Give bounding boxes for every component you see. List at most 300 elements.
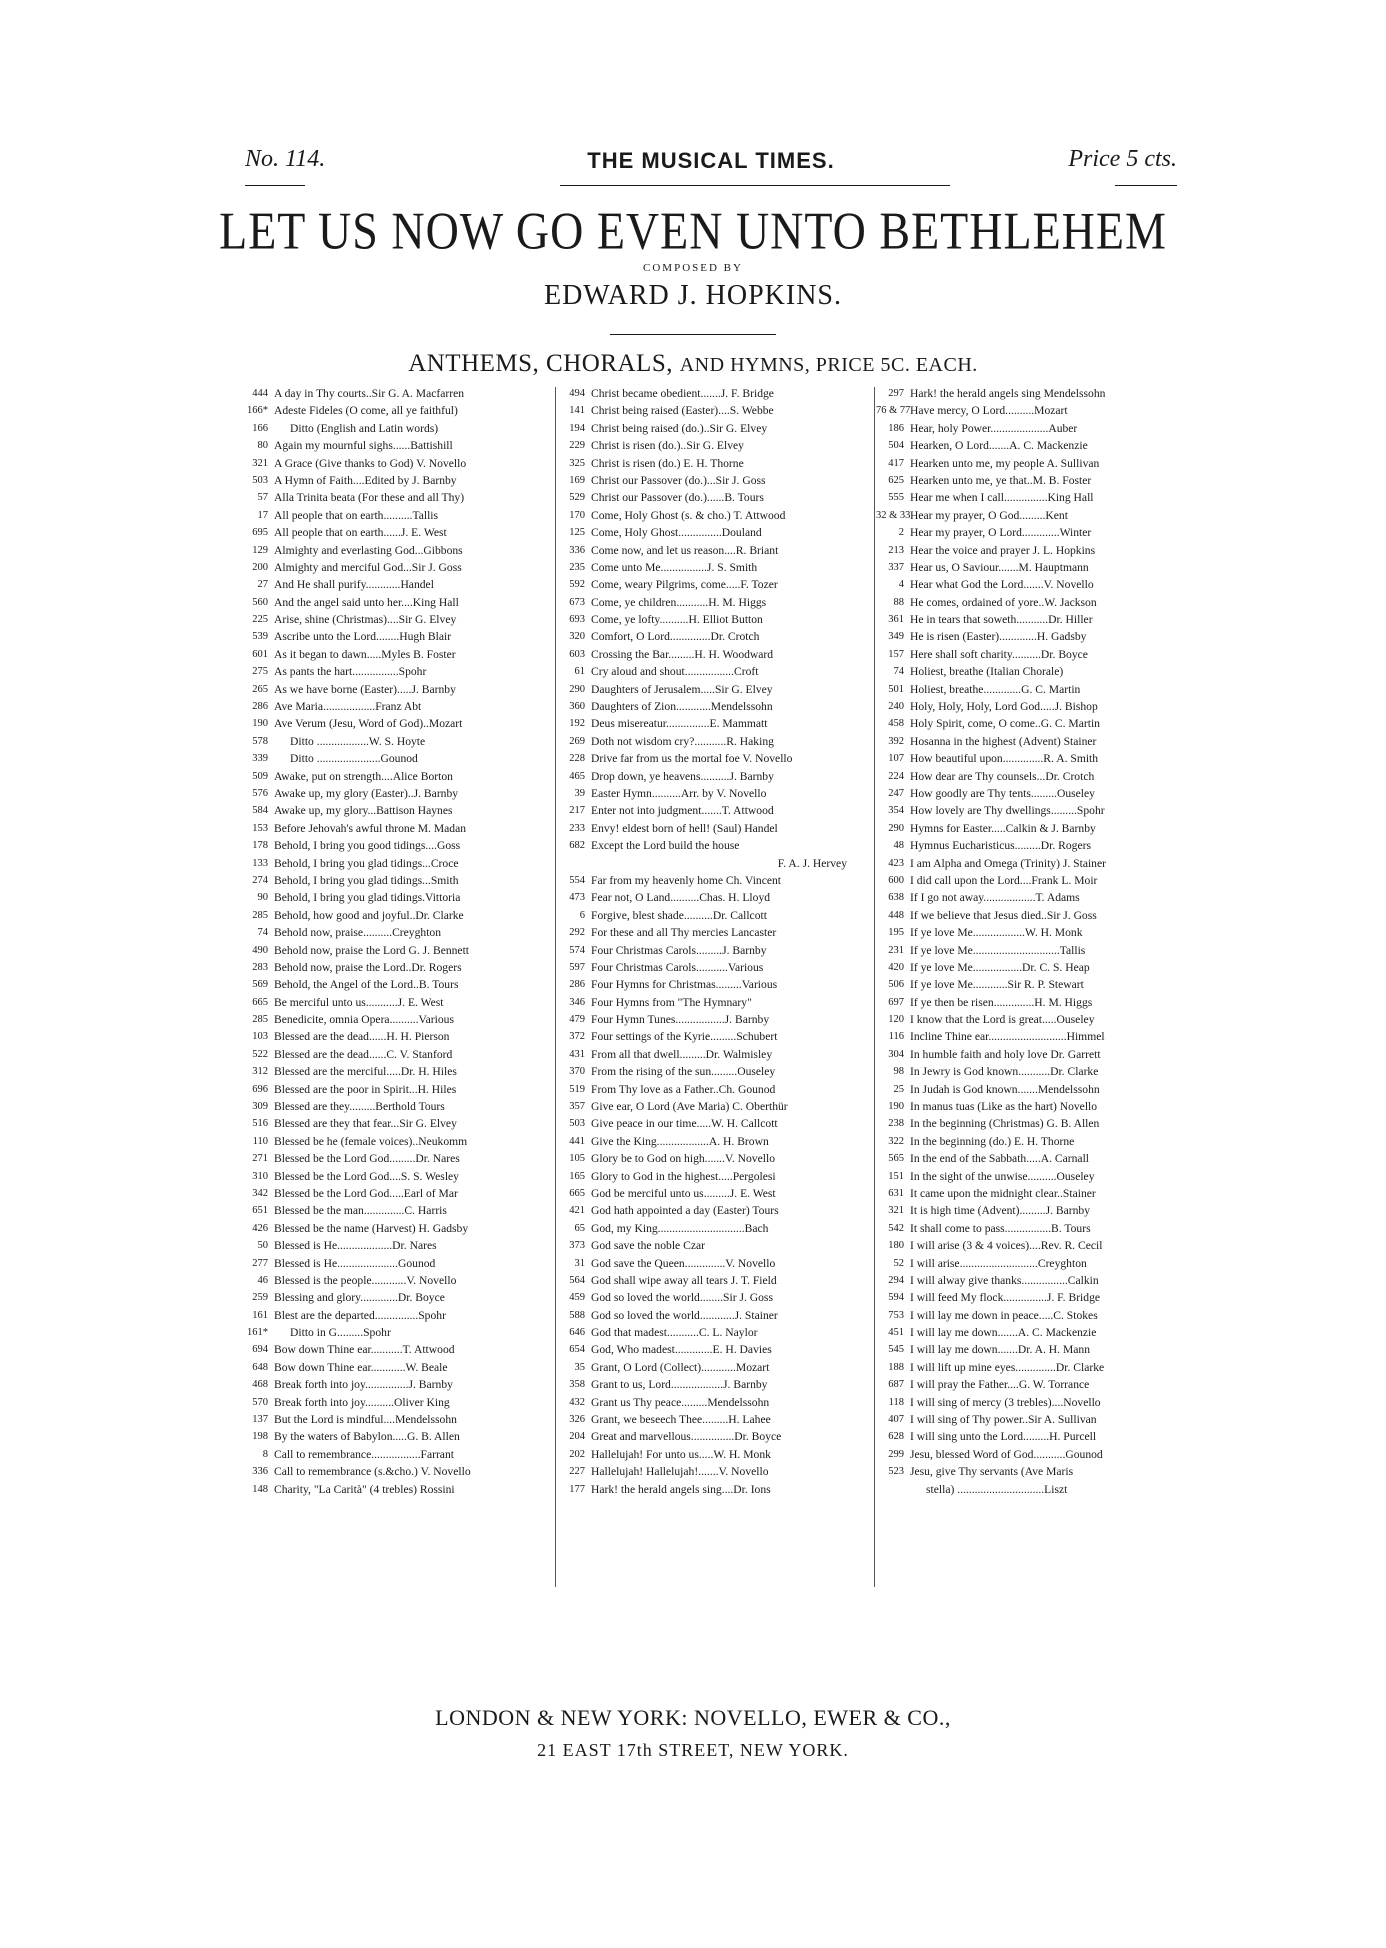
catalog-entry (240, 994, 550, 1011)
catalog-entry (876, 611, 1186, 628)
catalog-title: Behold, I bring you glad tidings...Croce (274, 856, 459, 870)
catalog-entry (557, 1411, 867, 1428)
catalog-number: 312 (252, 1066, 268, 1078)
catalog-entry (240, 924, 550, 941)
catalog-number: 61 (574, 666, 585, 678)
catalog-entry (557, 1028, 867, 1045)
catalog-number: 141 (569, 405, 585, 417)
section-heading-and: AND HYMNS, PRICE (679, 354, 881, 376)
catalog-title: Glory be to God on high.......V. Novello (591, 1152, 775, 1166)
catalog-number: 570 (252, 1396, 268, 1408)
catalog-entry (876, 1237, 1186, 1254)
catalog-entry (240, 1394, 550, 1411)
catalog-entry (240, 1428, 550, 1445)
catalog-entry (557, 802, 867, 819)
catalog-number: 420 (888, 961, 904, 973)
catalog-entry (876, 785, 1186, 802)
catalog-number: 545 (888, 1344, 904, 1356)
catalog-title: Hymnus Eucharisticus.........Dr. Rogers (910, 839, 1091, 853)
catalog-title: Behold now, praise the Lord G. J. Bennett (274, 943, 470, 957)
catalog-entry (557, 1428, 867, 1445)
catalog-entry (876, 1028, 1186, 1045)
catalog-number: 98 (893, 1066, 904, 1078)
catalog-column-2 (557, 385, 867, 1498)
catalog-entry (557, 785, 867, 802)
catalog-entry (240, 1481, 550, 1498)
catalog-entry (240, 959, 550, 976)
catalog-entry (240, 1133, 550, 1150)
catalog-entry (876, 802, 1186, 819)
catalog-entry (240, 611, 550, 628)
catalog-entry (876, 924, 1186, 941)
catalog-number: 76 & 77 (876, 405, 911, 417)
catalog-number: 753 (888, 1309, 904, 1321)
catalog-title: I will sing of mercy (3 trebles)....Novello (910, 1395, 1101, 1409)
catalog-title: Come unto Me................J. S. Smith (591, 560, 758, 574)
catalog-title: A Grace (Give thanks to God) V. Novello (274, 456, 467, 470)
catalog-entry (876, 681, 1186, 698)
catalog-number: 275 (252, 666, 268, 678)
catalog-title: But the Lord is mindful....Mendelssohn (274, 1413, 457, 1427)
catalog-number: 654 (569, 1344, 585, 1356)
catalog-title: Come now, and let us reason....R. Briant (591, 543, 779, 557)
catalog-number: 509 (252, 770, 268, 782)
catalog-entry (876, 1202, 1186, 1219)
catalog-entry (876, 646, 1186, 663)
catalog-number: 190 (888, 1101, 904, 1113)
catalog-number: 198 (252, 1431, 268, 1443)
catalog-title: I will lay me down.......Dr. A. H. Mann (910, 1343, 1091, 1357)
catalog-entry (876, 1063, 1186, 1080)
catalog-title: As pants the hart................Spohr (274, 665, 427, 679)
catalog-number: 432 (569, 1396, 585, 1408)
catalog-title: By the waters of Babylon.....G. B. Allen (274, 1430, 460, 1444)
catalog-entry (557, 1307, 867, 1324)
catalog-number: 46 (257, 1274, 268, 1286)
catalog-entry (876, 437, 1186, 454)
catalog-title: Ditto ..................W. S. Hoyte (290, 734, 426, 748)
catalog-title: Give ear, O Lord (Ave Maria) C. Oberthür (591, 1100, 788, 1114)
catalog-title: Christ is risen (do.)..Sir G. Elvey (591, 439, 744, 453)
catalog-number: 31 (574, 1257, 585, 1269)
catalog-title: Cry aloud and shout.................Croft (591, 665, 759, 679)
catalog-title: Crossing the Bar.........H. H. Woodward (591, 647, 774, 661)
catalog-title: Call to remembrance (s.&cho.) V. Novello (274, 1465, 471, 1479)
catalog-title: F. A. J. Hervey (777, 856, 847, 870)
catalog-entry (557, 1446, 867, 1463)
catalog-title: God shall wipe away all tears J. T. Field (591, 1273, 777, 1287)
catalog-entry (557, 646, 867, 663)
catalog-entry (240, 594, 550, 611)
catalog-title: Come, ye children...........H. M. Higgs (591, 595, 767, 609)
page-header (245, 140, 1177, 180)
catalog-title: Hark! the herald angels sing....Dr. Ions (591, 1482, 771, 1496)
catalog-title: Grant us Thy peace.........Mendelssohn (591, 1395, 770, 1409)
catalog-title: Hear my prayer, O God.........Kent (910, 508, 1068, 522)
catalog-title: Break forth into joy..........Oliver King (274, 1395, 450, 1409)
catalog-title: Glory to God in the highest.....Pergolesi (591, 1169, 776, 1183)
catalog-number (876, 1481, 910, 1498)
catalog-entry (240, 1341, 550, 1358)
catalog-number: 479 (569, 1014, 585, 1026)
catalog-title: Hear, holy Power....................Auber (910, 421, 1078, 435)
header-rule-right (1115, 185, 1177, 186)
catalog-title: Hosanna in the highest (Advent) Stainer (910, 734, 1097, 748)
catalog-entry (557, 1081, 867, 1098)
catalog-entry (557, 437, 867, 454)
catalog-number: 107 (888, 753, 904, 765)
catalog-title: I did call upon the Lord....Frank L. Moir (910, 873, 1098, 887)
catalog-title: Doth not wisdom cry?...........R. Haking (591, 734, 774, 748)
catalog-entry (240, 837, 550, 854)
catalog-title: Bow down Thine ear............W. Beale (274, 1360, 448, 1374)
catalog-number: 213 (888, 544, 904, 556)
catalog-title: Hear the voice and prayer J. L. Hopkins (910, 543, 1096, 557)
catalog-entry (240, 872, 550, 889)
catalog-title: Hark! the herald angels sing Mendelssohn (910, 387, 1106, 400)
catalog-title: If ye then be risen..............H. M. Higgs (910, 995, 1093, 1009)
catalog-entry (240, 715, 550, 732)
catalog-title: God, Who madest.............E. H. Davies (591, 1343, 772, 1357)
catalog-entry (240, 1307, 550, 1324)
catalog-number: 325 (569, 457, 585, 469)
catalog-entry (876, 455, 1186, 472)
catalog-number: 529 (569, 492, 585, 504)
catalog-number: 105 (569, 1153, 585, 1165)
catalog-number: 603 (569, 648, 585, 660)
catalog-number: 195 (888, 927, 904, 939)
catalog-number: 39 (574, 787, 585, 799)
catalog-title: Except the Lord build the house (591, 839, 740, 853)
catalog-number: 269 (569, 735, 585, 747)
catalog-title: Grant, O Lord (Collect)............Mozart (591, 1360, 770, 1374)
catalog-entry (557, 1359, 867, 1376)
catalog-number: 285 (252, 1014, 268, 1026)
catalog-number: 271 (252, 1153, 268, 1165)
catalog-number: 354 (888, 805, 904, 817)
catalog-title: Holy Spirit, come, O come..G. C. Martin (910, 717, 1100, 731)
catalog-number: 576 (252, 787, 268, 799)
catalog-number: 153 (252, 822, 268, 834)
catalog-number: 431 (569, 1048, 585, 1060)
catalog-entry (876, 698, 1186, 715)
catalog-entry (240, 628, 550, 645)
catalog-entry (876, 1307, 1186, 1324)
catalog-entry (876, 542, 1186, 559)
catalog-title: Four Hymns from "The Hymnary" (591, 995, 752, 1009)
catalog-entry (240, 1063, 550, 1080)
catalog-title: Blessed is the people............V. Novello (274, 1273, 457, 1287)
catalog-number: 473 (569, 892, 585, 904)
catalog-title: It shall come to pass................B. Tours (910, 1221, 1091, 1235)
catalog-entry (557, 1324, 867, 1341)
catalog-number: 2 (898, 527, 904, 539)
catalog-number: 228 (569, 753, 585, 765)
catalog-title: And He shall purify............Handel (274, 578, 434, 592)
catalog-entry (876, 402, 1186, 419)
catalog-entry (557, 576, 867, 593)
catalog-title: If ye love Me.................Dr. C. S. Heap (910, 960, 1090, 974)
catalog-title: Christ our Passover (do.)...Sir J. Goss (591, 473, 766, 487)
catalog-number: 200 (252, 561, 268, 573)
catalog-title: Hallelujah! Hallelujah!.......V. Novello (591, 1465, 769, 1479)
catalog-entry (557, 611, 867, 628)
catalog-number: 695 (252, 527, 268, 539)
catalog-entry (557, 507, 867, 524)
catalog-title: Come, Holy Ghost...............Douland (591, 526, 762, 540)
catalog-entry (557, 524, 867, 541)
catalog-number: 204 (569, 1431, 585, 1443)
catalog-number: 601 (252, 648, 268, 660)
catalog-entry (240, 681, 550, 698)
catalog-title: For these and all Thy mercies Lancaster (591, 926, 777, 940)
catalog-entry (557, 1150, 867, 1167)
catalog-title: Break forth into joy...............J. Barnby (274, 1378, 453, 1392)
catalog-title: In the sight of the unwise..........Ouseley (910, 1169, 1095, 1183)
catalog-entry (557, 455, 867, 472)
catalog-number: 240 (888, 701, 904, 713)
catalog-entry (240, 1220, 550, 1237)
catalog-entry (876, 1220, 1186, 1237)
catalog-entry (240, 1098, 550, 1115)
catalog-title: Hearken, O Lord.......A. C. Mackenzie (910, 439, 1088, 453)
catalog-title: God, my King..............................Bach (591, 1221, 769, 1235)
catalog-number: 110 (252, 1135, 268, 1147)
catalog-entry (557, 924, 867, 941)
catalog-entry (557, 1394, 867, 1411)
catalog-title: How beautiful upon..............R. A. Smith (910, 752, 1099, 766)
catalog-entry (557, 976, 867, 993)
catalog-title: Enter not into judgment.......T. Attwood (591, 804, 774, 818)
catalog-title: A Hymn of Faith....Edited by J. Barnby (274, 473, 457, 487)
catalog-entry (876, 837, 1186, 854)
catalog-title: I am Alpha and Omega (Trinity) J. Stainer (910, 856, 1106, 870)
catalog-entry (557, 420, 867, 437)
catalog-title: Blessed be the Lord God.........Dr. Nares (274, 1152, 460, 1166)
catalog-number: 299 (888, 1448, 904, 1460)
catalog-entry (876, 1481, 1186, 1498)
catalog-title: Drop down, ye heavens..........J. Barnby (591, 769, 774, 783)
catalog-number: 17 (257, 509, 268, 521)
catalog-title: I will arise...........................Creyghton (910, 1256, 1087, 1270)
catalog-title: Christ is risen (do.) E. H. Thorne (591, 456, 744, 470)
catalog-number: 361 (888, 614, 904, 626)
catalog-title: If I go not away..................T. Adams (910, 891, 1080, 905)
catalog-title: Drive far from us the mortal foe V. Novello (591, 752, 793, 766)
catalog-title: Come, weary Pilgrims, come.....F. Tozer (591, 578, 778, 592)
catalog-title: Hear us, O Saviour.......M. Hauptmann (910, 560, 1089, 574)
catalog-number: 165 (569, 1170, 585, 1182)
catalog-entry (557, 837, 867, 854)
catalog-number: 133 (252, 857, 268, 869)
price: Price 5 cts. (1068, 146, 1177, 172)
catalog-entry (240, 437, 550, 454)
catalog-title: Blessed are the dead......H. H. Pierson (274, 1030, 450, 1044)
catalog-entry (240, 455, 550, 472)
catalog-number: 285 (252, 909, 268, 921)
catalog-entry (876, 1098, 1186, 1115)
catalog-number: 8 (262, 1448, 268, 1460)
catalog-entry (876, 1272, 1186, 1289)
catalog-title: Blessed are they that fear...Sir G. Elvey (274, 1117, 457, 1131)
catalog-number: 665 (569, 1187, 585, 1199)
catalog-entry (557, 1376, 867, 1393)
catalog-number: 118 (888, 1396, 904, 1408)
catalog-entry (557, 855, 867, 872)
catalog-entry (240, 1081, 550, 1098)
catalog-number: 506 (888, 979, 904, 991)
catalog-title: Four Hymn Tunes.................J. Barnby (591, 1013, 770, 1027)
catalog-title: Ascribe unto the Lord........Hugh Blair (274, 630, 452, 644)
catalog-number: 542 (888, 1222, 904, 1234)
catalog-title: Four settings of the Kyrie.........Schubert (591, 1030, 778, 1044)
catalog-entry (557, 1255, 867, 1272)
catalog-title: Behold, I bring you good tidings....Goss (274, 839, 461, 853)
catalog-number: 569 (252, 979, 268, 991)
catalog-entry (557, 489, 867, 506)
catalog-number: 490 (252, 944, 268, 956)
catalog-number: 27 (257, 579, 268, 591)
catalog-title: Behold now, praise..........Creyghton (274, 926, 442, 940)
catalog-number: 631 (888, 1187, 904, 1199)
catalog-title: Jesu, give Thy servants (Ave Maris (910, 1465, 1074, 1479)
catalog-entry (876, 1255, 1186, 1272)
catalog-entry (240, 1237, 550, 1254)
catalog-title: Give peace in our time.....W. H. Callcott (591, 1117, 778, 1131)
catalog-number: 458 (888, 718, 904, 730)
catalog-number: 178 (252, 840, 268, 852)
catalog-title: Almighty and merciful God...Sir J. Goss (274, 560, 462, 574)
catalog-title: I will lay me down.......A. C. Mackenzie (910, 1326, 1097, 1340)
catalog-number: 4 (898, 579, 904, 591)
catalog-entry (876, 1376, 1186, 1393)
catalog-number: 320 (569, 631, 585, 643)
catalog-number: 555 (888, 492, 904, 504)
catalog-entry (876, 959, 1186, 976)
catalog-number: 665 (252, 996, 268, 1008)
catalog-entry (557, 1341, 867, 1358)
catalog-title: Hymns for Easter.....Calkin & J. Barnby (910, 821, 1096, 835)
catalog-title: Be merciful unto us...........J. E. West (274, 995, 444, 1009)
title-divider (610, 334, 776, 335)
catalog-title: In Judah is God known.......Mendelssohn (910, 1082, 1100, 1096)
catalog-number: 468 (252, 1379, 268, 1391)
catalog-number: 180 (888, 1240, 904, 1252)
catalog-entry (240, 385, 550, 402)
catalog-title: I will arise (3 & 4 voices)....Rev. R. Cecil (910, 1239, 1103, 1253)
catalog-entry (240, 559, 550, 576)
catalog-title: Come, Holy Ghost (s. & cho.) T. Attwood (591, 508, 786, 522)
catalog-title: Blessed are they.........Berthold Tours (274, 1100, 445, 1114)
catalog-number: 564 (569, 1274, 585, 1286)
catalog-entry (240, 1011, 550, 1028)
catalog-number: 682 (569, 840, 585, 852)
catalog-number: 417 (888, 457, 904, 469)
catalog-title: If ye love Me..................W. H. Monk (910, 926, 1083, 940)
catalog-number: 336 (252, 1466, 268, 1478)
catalog-title: Grant, we beseech Thee.........H. Lahee (591, 1413, 771, 1427)
catalog-number: 286 (252, 701, 268, 713)
catalog-number: 32 & 33 (876, 509, 911, 521)
catalog-title: In the beginning (do.) E. H. Thorne (910, 1134, 1075, 1148)
catalog-title: From the rising of the sun.........Ouseley (591, 1065, 776, 1079)
catalog-title: Have mercy, O Lord..........Mozart (910, 404, 1068, 418)
catalog-title: If ye love Me............Sir R. P. Stewart (910, 978, 1084, 992)
catalog-title: Behold now, praise the Lord..Dr. Rogers (274, 960, 462, 974)
catalog-title: Behold, the Angel of the Lord..B. Tours (274, 978, 459, 992)
catalog-entry (240, 785, 550, 802)
masthead: THE MUSICAL TIMES. (587, 148, 835, 173)
catalog-number: 157 (888, 648, 904, 660)
catalog-title: I will sing of Thy power..Sir A. Sullivan (910, 1413, 1097, 1427)
catalog-entry (876, 994, 1186, 1011)
catalog-entry (876, 715, 1186, 732)
catalog-number: 346 (569, 996, 585, 1008)
catalog-title: Easter Hymn..........Arr. by V. Novello (591, 786, 767, 800)
catalog-entry (876, 489, 1186, 506)
catalog-number: 651 (252, 1205, 268, 1217)
catalog-title: As it began to dawn.....Myles B. Foster (274, 647, 456, 661)
catalog-number: 304 (888, 1048, 904, 1060)
catalog-entry (876, 1411, 1186, 1428)
catalog-entry (240, 750, 550, 767)
catalog-number: 125 (569, 527, 585, 539)
catalog-entry (557, 1202, 867, 1219)
catalog-title: Holiest, breathe (Italian Chorale) (910, 665, 1064, 679)
catalog-number: 349 (888, 631, 904, 643)
catalog-title: God be merciful unto us.........J. E. West (591, 1186, 776, 1200)
catalog-entry (557, 1289, 867, 1306)
catalog-entry (240, 889, 550, 906)
catalog-number: 292 (569, 927, 585, 939)
catalog-entry (557, 1220, 867, 1237)
section-heading-main: ANTHEMS, CHORALS, (408, 350, 680, 377)
catalog-number: 321 (888, 1205, 904, 1217)
catalog-number: 65 (574, 1222, 585, 1234)
catalog-entry (557, 750, 867, 767)
catalog-number: 227 (569, 1466, 585, 1478)
catalog-number: 421 (569, 1205, 585, 1217)
catalog-title: Blest are the departed...............Spohr (274, 1308, 446, 1322)
catalog-entry (876, 1133, 1186, 1150)
section-heading-price: 5C. EACH. (880, 354, 978, 376)
catalog-entry (240, 1359, 550, 1376)
catalog-number: 259 (252, 1292, 268, 1304)
catalog-number: 265 (252, 683, 268, 695)
catalog-title: From Thy love as a Father..Ch. Gounod (591, 1082, 776, 1096)
catalog-title: He is risen (Easter).............H. Gadsby (910, 630, 1087, 644)
catalog-title: Here shall soft charity..........Dr. Boyce (910, 647, 1088, 661)
catalog-entry (876, 733, 1186, 750)
catalog-number: 554 (569, 874, 585, 886)
catalog-title: Far from my heavenly home Ch. Vincent (591, 873, 782, 887)
catalog-number: 57 (257, 492, 268, 504)
catalog-entry (557, 542, 867, 559)
catalog-entry (557, 820, 867, 837)
catalog-title: Great and marvellous...............Dr. Boyce (591, 1430, 782, 1444)
catalog-entry (557, 994, 867, 1011)
catalog-title: Call to remembrance.................Farrant (274, 1447, 454, 1461)
catalog-title: Awake, put on strength....Alice Borton (274, 769, 453, 783)
catalog-entry (557, 942, 867, 959)
catalog-entry (876, 472, 1186, 489)
catalog-number: 337 (888, 561, 904, 573)
header-rule-left (245, 185, 305, 186)
catalog-title: Blessed are the poor in Spirit...H. Hiles (274, 1082, 457, 1096)
catalog-entry (557, 768, 867, 785)
catalog-number: 188 (888, 1361, 904, 1373)
catalog-number: 238 (888, 1118, 904, 1130)
